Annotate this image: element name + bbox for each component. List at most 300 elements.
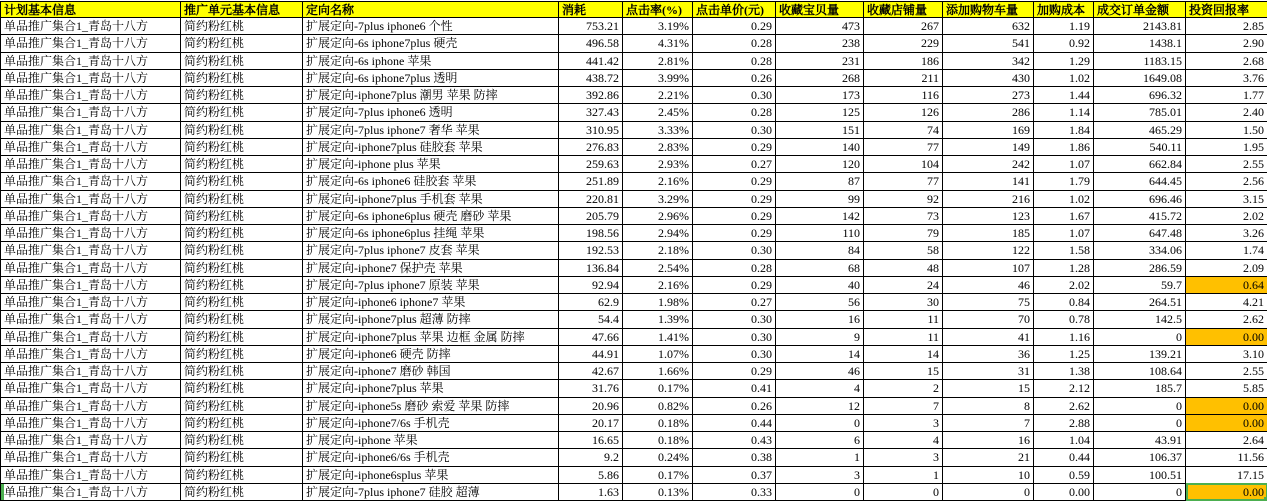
cell-plan[interactable]: 单品推广集合1_青岛十八方 bbox=[1, 466, 181, 483]
cell-ctr[interactable]: 1.07% bbox=[623, 345, 693, 362]
cell-unit[interactable]: 简约粉红桃 bbox=[181, 52, 303, 69]
cell-carts[interactable]: 273 bbox=[943, 87, 1034, 104]
cell-cart_cost[interactable]: 1.02 bbox=[1034, 190, 1094, 207]
cell-plan[interactable]: 单品推广集合1_青岛十八方 bbox=[1, 397, 181, 414]
cell-cpc[interactable]: 0.30 bbox=[693, 121, 776, 138]
cell-ctr[interactable]: 0.17% bbox=[623, 466, 693, 483]
cell-fav_items[interactable]: 142 bbox=[776, 207, 864, 224]
cell-unit[interactable]: 简约粉红桃 bbox=[181, 207, 303, 224]
cell-cpc[interactable]: 0.29 bbox=[693, 363, 776, 380]
cell-target[interactable]: 扩展定向-7plus iphone6 透明 bbox=[303, 104, 559, 121]
cell-cpc[interactable]: 0.28 bbox=[693, 52, 776, 69]
cell-fav_shops[interactable]: 77 bbox=[864, 173, 943, 190]
cell-unit[interactable]: 简约粉红桃 bbox=[181, 242, 303, 259]
cell-unit[interactable]: 简约粉红桃 bbox=[181, 138, 303, 155]
cell-ctr[interactable]: 0.17% bbox=[623, 380, 693, 397]
cell-order_amount[interactable]: 139.21 bbox=[1094, 345, 1186, 362]
cell-cpc[interactable]: 0.26 bbox=[693, 69, 776, 86]
cell-plan[interactable]: 单品推广集合1_青岛十八方 bbox=[1, 207, 181, 224]
cell-cpc[interactable]: 0.44 bbox=[693, 414, 776, 431]
cell-target[interactable]: 扩展定向-iphone7/6s 手机壳 bbox=[303, 414, 559, 431]
cell-fav_items[interactable]: 173 bbox=[776, 87, 864, 104]
cell-cart_cost[interactable]: 2.02 bbox=[1034, 276, 1094, 293]
cell-roi[interactable]: 1.74 bbox=[1186, 242, 1267, 259]
cell-cost[interactable]: 310.95 bbox=[559, 121, 623, 138]
cell-plan[interactable]: 单品推广集合1_青岛十八方 bbox=[1, 138, 181, 155]
cell-fav_shops[interactable]: 104 bbox=[864, 156, 943, 173]
cell-carts[interactable]: 141 bbox=[943, 173, 1034, 190]
cell-cpc[interactable]: 0.28 bbox=[693, 259, 776, 276]
cell-ctr[interactable]: 4.31% bbox=[623, 35, 693, 52]
cell-cart_cost[interactable]: 0.92 bbox=[1034, 35, 1094, 52]
cell-order_amount[interactable]: 0 bbox=[1094, 483, 1186, 500]
cell-roi[interactable]: 2.55 bbox=[1186, 156, 1267, 173]
cell-roi[interactable]: 1.50 bbox=[1186, 121, 1267, 138]
cell-target[interactable]: 扩展定向-iphone6/6s 手机壳 bbox=[303, 449, 559, 466]
cell-target[interactable]: 扩展定向-iphone7plus 硅胶套 苹果 bbox=[303, 138, 559, 155]
cell-order_amount[interactable]: 264.51 bbox=[1094, 294, 1186, 311]
cell-plan[interactable]: 单品推广集合1_青岛十八方 bbox=[1, 363, 181, 380]
cell-plan[interactable]: 单品推广集合1_青岛十八方 bbox=[1, 311, 181, 328]
header-cell-cpc[interactable]: 点击单价(元) bbox=[693, 2, 776, 18]
cell-carts[interactable]: 10 bbox=[943, 466, 1034, 483]
cell-target[interactable]: 扩展定向-6s iphone6plus 硬壳 磨砂 苹果 bbox=[303, 207, 559, 224]
cell-unit[interactable]: 简约粉红桃 bbox=[181, 363, 303, 380]
cell-roi[interactable]: 17.15 bbox=[1186, 466, 1267, 483]
cell-order_amount[interactable]: 100.51 bbox=[1094, 466, 1186, 483]
cell-cost[interactable]: 31.76 bbox=[559, 380, 623, 397]
cell-cart_cost[interactable]: 1.14 bbox=[1034, 104, 1094, 121]
header-cell-order_amount[interactable]: 成交订单金额 bbox=[1094, 2, 1186, 18]
cell-ctr[interactable]: 0.18% bbox=[623, 432, 693, 449]
cell-cost[interactable]: 753.21 bbox=[559, 18, 623, 35]
cell-cost[interactable]: 54.4 bbox=[559, 311, 623, 328]
cell-cart_cost[interactable]: 1.19 bbox=[1034, 18, 1094, 35]
cell-cart_cost[interactable]: 1.29 bbox=[1034, 52, 1094, 69]
cell-target[interactable]: 扩展定向-6s iphone7plus 硬壳 bbox=[303, 35, 559, 52]
cell-ctr[interactable]: 2.83% bbox=[623, 138, 693, 155]
cell-carts[interactable]: 31 bbox=[943, 363, 1034, 380]
cell-cost[interactable]: 251.89 bbox=[559, 173, 623, 190]
cell-roi[interactable]: 2.90 bbox=[1186, 35, 1267, 52]
cell-order_amount[interactable]: 0 bbox=[1094, 328, 1186, 345]
cell-plan[interactable]: 单品推广集合1_青岛十八方 bbox=[1, 242, 181, 259]
cell-carts[interactable]: 242 bbox=[943, 156, 1034, 173]
cell-order_amount[interactable]: 286.59 bbox=[1094, 259, 1186, 276]
cell-ctr[interactable]: 0.24% bbox=[623, 449, 693, 466]
selected-cell[interactable]: 0.00 bbox=[1186, 483, 1267, 500]
cell-fav_shops[interactable]: 15 bbox=[864, 363, 943, 380]
cell-plan[interactable]: 单品推广集合1_青岛十八方 bbox=[1, 449, 181, 466]
cell-fav_shops[interactable]: 126 bbox=[864, 104, 943, 121]
cell-cpc[interactable]: 0.30 bbox=[693, 242, 776, 259]
cell-fav_items[interactable]: 14 bbox=[776, 345, 864, 362]
cell-cart_cost[interactable]: 1.86 bbox=[1034, 138, 1094, 155]
cell-order_amount[interactable]: 185.7 bbox=[1094, 380, 1186, 397]
cell-target[interactable]: 扩展定向-7plus iphone7 原装 苹果 bbox=[303, 276, 559, 293]
cell-fav_items[interactable]: 140 bbox=[776, 138, 864, 155]
cell-ctr[interactable]: 1.39% bbox=[623, 311, 693, 328]
cell-cpc[interactable]: 0.27 bbox=[693, 294, 776, 311]
cell-cart_cost[interactable]: 1.38 bbox=[1034, 363, 1094, 380]
cell-ctr[interactable]: 2.21% bbox=[623, 87, 693, 104]
cell-ctr[interactable]: 2.94% bbox=[623, 225, 693, 242]
cell-cost[interactable]: 9.2 bbox=[559, 449, 623, 466]
cell-fav_items[interactable]: 0 bbox=[776, 414, 864, 431]
cell-cost[interactable]: 392.86 bbox=[559, 87, 623, 104]
cell-target[interactable]: 扩展定向-iphone 苹果 bbox=[303, 432, 559, 449]
cell-target[interactable]: 扩展定向-6s iphone6 硅胶套 苹果 bbox=[303, 173, 559, 190]
cell-order_amount[interactable]: 696.32 bbox=[1094, 87, 1186, 104]
cell-cpc[interactable]: 0.29 bbox=[693, 138, 776, 155]
cell-fav_items[interactable]: 238 bbox=[776, 35, 864, 52]
cell-cpc[interactable]: 0.30 bbox=[693, 328, 776, 345]
cell-carts[interactable]: 8 bbox=[943, 397, 1034, 414]
cell-order_amount[interactable]: 0 bbox=[1094, 397, 1186, 414]
cell-fav_items[interactable]: 9 bbox=[776, 328, 864, 345]
cell-roi[interactable]: 0.00 bbox=[1186, 414, 1267, 431]
cell-cart_cost[interactable]: 1.44 bbox=[1034, 87, 1094, 104]
cell-cpc[interactable]: 0.27 bbox=[693, 156, 776, 173]
cell-cost[interactable]: 205.79 bbox=[559, 207, 623, 224]
cell-fav_items[interactable]: 268 bbox=[776, 69, 864, 86]
cell-plan[interactable]: 单品推广集合1_青岛十八方 bbox=[1, 276, 181, 293]
cell-cpc[interactable]: 0.29 bbox=[693, 276, 776, 293]
cell-cost[interactable]: 92.94 bbox=[559, 276, 623, 293]
header-cell-target[interactable]: 定向名称 bbox=[303, 2, 559, 18]
cell-unit[interactable]: 简约粉红桃 bbox=[181, 18, 303, 35]
cell-cost[interactable]: 20.96 bbox=[559, 397, 623, 414]
cell-ctr[interactable]: 2.45% bbox=[623, 104, 693, 121]
cell-roi[interactable]: 5.85 bbox=[1186, 380, 1267, 397]
cell-roi[interactable]: 0.00 bbox=[1186, 328, 1267, 345]
cell-fav_shops[interactable]: 2 bbox=[864, 380, 943, 397]
header-cell-unit[interactable]: 推广单元基本信息 bbox=[181, 2, 303, 18]
cell-fav_items[interactable]: 68 bbox=[776, 259, 864, 276]
cell-target[interactable]: 扩展定向-iphone7 磨砂 韩国 bbox=[303, 363, 559, 380]
cell-cost[interactable]: 441.42 bbox=[559, 52, 623, 69]
cell-unit[interactable]: 简约粉红桃 bbox=[181, 397, 303, 414]
cell-fav_shops[interactable]: 24 bbox=[864, 276, 943, 293]
cell-order_amount[interactable]: 644.45 bbox=[1094, 173, 1186, 190]
cell-fav_shops[interactable]: 74 bbox=[864, 121, 943, 138]
cell-roi[interactable]: 2.40 bbox=[1186, 104, 1267, 121]
cell-ctr[interactable]: 2.18% bbox=[623, 242, 693, 259]
cell-cart_cost[interactable]: 1.04 bbox=[1034, 432, 1094, 449]
cell-fav_shops[interactable]: 92 bbox=[864, 190, 943, 207]
cell-cart_cost[interactable]: 1.58 bbox=[1034, 242, 1094, 259]
cell-plan[interactable]: 单品推广集合1_青岛十八方 bbox=[1, 483, 181, 500]
cell-carts[interactable]: 122 bbox=[943, 242, 1034, 259]
cell-fav_items[interactable]: 473 bbox=[776, 18, 864, 35]
cell-order_amount[interactable]: 334.06 bbox=[1094, 242, 1186, 259]
cell-ctr[interactable]: 0.18% bbox=[623, 414, 693, 431]
cell-unit[interactable]: 简约粉红桃 bbox=[181, 414, 303, 431]
cell-roi[interactable]: 3.15 bbox=[1186, 190, 1267, 207]
cell-cpc[interactable]: 0.29 bbox=[693, 18, 776, 35]
cell-target[interactable]: 扩展定向-iphone5s 磨砂 索爱 苹果 防摔 bbox=[303, 397, 559, 414]
cell-fav_items[interactable]: 99 bbox=[776, 190, 864, 207]
cell-cart_cost[interactable]: 2.12 bbox=[1034, 380, 1094, 397]
cell-order_amount[interactable]: 1649.08 bbox=[1094, 69, 1186, 86]
cell-target[interactable]: 扩展定向-7plus iphone7 奢华 苹果 bbox=[303, 121, 559, 138]
cell-fav_items[interactable]: 3 bbox=[776, 466, 864, 483]
cell-cpc[interactable]: 0.43 bbox=[693, 432, 776, 449]
cell-plan[interactable]: 单品推广集合1_青岛十八方 bbox=[1, 345, 181, 362]
cell-fav_shops[interactable]: 186 bbox=[864, 52, 943, 69]
cell-cart_cost[interactable]: 0.44 bbox=[1034, 449, 1094, 466]
cell-unit[interactable]: 简约粉红桃 bbox=[181, 190, 303, 207]
cell-ctr[interactable]: 0.13% bbox=[623, 483, 693, 500]
cell-ctr[interactable]: 0.82% bbox=[623, 397, 693, 414]
cell-fav_shops[interactable]: 11 bbox=[864, 328, 943, 345]
cell-fav_items[interactable]: 151 bbox=[776, 121, 864, 138]
cell-ctr[interactable]: 2.96% bbox=[623, 207, 693, 224]
cell-plan[interactable]: 单品推广集合1_青岛十八方 bbox=[1, 414, 181, 431]
cell-cart_cost[interactable]: 1.07 bbox=[1034, 225, 1094, 242]
cell-target[interactable]: 扩展定向-6s iphone 苹果 bbox=[303, 52, 559, 69]
cell-plan[interactable]: 单品推广集合1_青岛十八方 bbox=[1, 35, 181, 52]
cell-order_amount[interactable]: 59.7 bbox=[1094, 276, 1186, 293]
cell-ctr[interactable]: 2.16% bbox=[623, 276, 693, 293]
cell-target[interactable]: 扩展定向-iphone7plus 苹果 bbox=[303, 380, 559, 397]
cell-roi[interactable]: 2.09 bbox=[1186, 259, 1267, 276]
cell-fav_shops[interactable]: 0 bbox=[864, 483, 943, 500]
cell-ctr[interactable]: 2.93% bbox=[623, 156, 693, 173]
cell-cost[interactable]: 1.63 bbox=[559, 483, 623, 500]
cell-cpc[interactable]: 0.30 bbox=[693, 345, 776, 362]
cell-unit[interactable]: 简约粉红桃 bbox=[181, 35, 303, 52]
cell-roi[interactable]: 0.00 bbox=[1186, 397, 1267, 414]
cell-unit[interactable]: 简约粉红桃 bbox=[181, 121, 303, 138]
cell-fav_shops[interactable]: 79 bbox=[864, 225, 943, 242]
cell-unit[interactable]: 简约粉红桃 bbox=[181, 294, 303, 311]
cell-roi[interactable]: 2.56 bbox=[1186, 173, 1267, 190]
cell-cpc[interactable]: 0.29 bbox=[693, 225, 776, 242]
cell-plan[interactable]: 单品推广集合1_青岛十八方 bbox=[1, 225, 181, 242]
cell-cart_cost[interactable]: 1.07 bbox=[1034, 156, 1094, 173]
cell-unit[interactable]: 简约粉红桃 bbox=[181, 311, 303, 328]
cell-fav_shops[interactable]: 229 bbox=[864, 35, 943, 52]
cell-roi[interactable]: 2.02 bbox=[1186, 207, 1267, 224]
cell-carts[interactable]: 185 bbox=[943, 225, 1034, 242]
cell-carts[interactable]: 286 bbox=[943, 104, 1034, 121]
cell-cart_cost[interactable]: 0.84 bbox=[1034, 294, 1094, 311]
cell-roi[interactable]: 2.62 bbox=[1186, 311, 1267, 328]
cell-order_amount[interactable]: 647.48 bbox=[1094, 225, 1186, 242]
cell-order_amount[interactable]: 1438.1 bbox=[1094, 35, 1186, 52]
cell-target[interactable]: 扩展定向-6s iphone6plus 挂绳 苹果 bbox=[303, 225, 559, 242]
cell-cost[interactable]: 220.81 bbox=[559, 190, 623, 207]
cell-ctr[interactable]: 3.29% bbox=[623, 190, 693, 207]
cell-cost[interactable]: 259.63 bbox=[559, 156, 623, 173]
cell-carts[interactable]: 632 bbox=[943, 18, 1034, 35]
cell-target[interactable]: 扩展定向-iphone7plus 超薄 防摔 bbox=[303, 311, 559, 328]
cell-target[interactable]: 扩展定向-7plus iphone7 皮套 苹果 bbox=[303, 242, 559, 259]
cell-fav_items[interactable]: 231 bbox=[776, 52, 864, 69]
cell-cart_cost[interactable]: 1.84 bbox=[1034, 121, 1094, 138]
cell-ctr[interactable]: 3.33% bbox=[623, 121, 693, 138]
cell-unit[interactable]: 简约粉红桃 bbox=[181, 483, 303, 500]
cell-cost[interactable]: 47.66 bbox=[559, 328, 623, 345]
cell-cpc[interactable]: 0.30 bbox=[693, 311, 776, 328]
cell-plan[interactable]: 单品推广集合1_青岛十八方 bbox=[1, 156, 181, 173]
cell-ctr[interactable]: 3.19% bbox=[623, 18, 693, 35]
cell-unit[interactable]: 简约粉红桃 bbox=[181, 87, 303, 104]
cell-ctr[interactable]: 1.98% bbox=[623, 294, 693, 311]
cell-target[interactable]: 扩展定向-7plus iphone6 个性 bbox=[303, 18, 559, 35]
cell-cart_cost[interactable]: 0.78 bbox=[1034, 311, 1094, 328]
cell-ctr[interactable]: 2.54% bbox=[623, 259, 693, 276]
cell-unit[interactable]: 简约粉红桃 bbox=[181, 466, 303, 483]
cell-order_amount[interactable]: 415.72 bbox=[1094, 207, 1186, 224]
cell-cost[interactable]: 16.65 bbox=[559, 432, 623, 449]
cell-fav_items[interactable]: 56 bbox=[776, 294, 864, 311]
cell-unit[interactable]: 简约粉红桃 bbox=[181, 449, 303, 466]
cell-plan[interactable]: 单品推广集合1_青岛十八方 bbox=[1, 18, 181, 35]
cell-roi[interactable]: 3.76 bbox=[1186, 69, 1267, 86]
cell-fav_items[interactable]: 84 bbox=[776, 242, 864, 259]
cell-target[interactable]: 扩展定向-iphone6 iphone7 苹果 bbox=[303, 294, 559, 311]
cell-fav_shops[interactable]: 58 bbox=[864, 242, 943, 259]
cell-roi[interactable]: 2.55 bbox=[1186, 363, 1267, 380]
cell-target[interactable]: 扩展定向-6s iphone7plus 透明 bbox=[303, 69, 559, 86]
cell-unit[interactable]: 简约粉红桃 bbox=[181, 104, 303, 121]
cell-carts[interactable]: 149 bbox=[943, 138, 1034, 155]
cell-unit[interactable]: 简约粉红桃 bbox=[181, 225, 303, 242]
cell-roi[interactable]: 1.95 bbox=[1186, 138, 1267, 155]
cell-cpc[interactable]: 0.29 bbox=[693, 173, 776, 190]
cell-cost[interactable]: 198.56 bbox=[559, 225, 623, 242]
cell-roi[interactable]: 3.10 bbox=[1186, 345, 1267, 362]
cell-target[interactable]: 扩展定向-iphone6 硬壳 防摔 bbox=[303, 345, 559, 362]
cell-fav_items[interactable]: 1 bbox=[776, 449, 864, 466]
cell-target[interactable]: 扩展定向-iphone7plus 苹果 边框 金属 防摔 bbox=[303, 328, 559, 345]
cell-plan[interactable]: 单品推广集合1_青岛十八方 bbox=[1, 259, 181, 276]
cell-fav_shops[interactable]: 116 bbox=[864, 87, 943, 104]
cell-cart_cost[interactable]: 1.28 bbox=[1034, 259, 1094, 276]
cell-order_amount[interactable]: 142.5 bbox=[1094, 311, 1186, 328]
cell-unit[interactable]: 简约粉红桃 bbox=[181, 259, 303, 276]
cell-carts[interactable]: 123 bbox=[943, 207, 1034, 224]
cell-order_amount[interactable]: 43.91 bbox=[1094, 432, 1186, 449]
cell-plan[interactable]: 单品推广集合1_青岛十八方 bbox=[1, 69, 181, 86]
cell-plan[interactable]: 单品推广集合1_青岛十八方 bbox=[1, 121, 181, 138]
header-cell-carts[interactable]: 添加购物车量 bbox=[943, 2, 1034, 18]
cell-target[interactable]: 扩展定向-iphone7plus 潮男 苹果 防摔 bbox=[303, 87, 559, 104]
cell-cost[interactable]: 44.91 bbox=[559, 345, 623, 362]
cell-unit[interactable]: 简约粉红桃 bbox=[181, 328, 303, 345]
cell-plan[interactable]: 单品推广集合1_青岛十八方 bbox=[1, 52, 181, 69]
cell-carts[interactable]: 41 bbox=[943, 328, 1034, 345]
cell-plan[interactable]: 单品推广集合1_青岛十八方 bbox=[1, 294, 181, 311]
header-cell-plan[interactable]: 计划基本信息 bbox=[1, 2, 181, 18]
cell-target[interactable]: 扩展定向-iphone plus 苹果 bbox=[303, 156, 559, 173]
cell-order_amount[interactable]: 696.46 bbox=[1094, 190, 1186, 207]
cell-ctr[interactable]: 1.66% bbox=[623, 363, 693, 380]
cell-unit[interactable]: 简约粉红桃 bbox=[181, 173, 303, 190]
cell-cart_cost[interactable]: 1.02 bbox=[1034, 69, 1094, 86]
cell-order_amount[interactable]: 465.29 bbox=[1094, 121, 1186, 138]
cell-carts[interactable]: 430 bbox=[943, 69, 1034, 86]
cell-cost[interactable]: 20.17 bbox=[559, 414, 623, 431]
cell-cpc[interactable]: 0.26 bbox=[693, 397, 776, 414]
cell-carts[interactable]: 169 bbox=[943, 121, 1034, 138]
cell-cpc[interactable]: 0.33 bbox=[693, 483, 776, 500]
header-cell-cost[interactable]: 消耗 bbox=[559, 2, 623, 18]
cell-fav_items[interactable]: 0 bbox=[776, 483, 864, 500]
cell-cost[interactable]: 192.53 bbox=[559, 242, 623, 259]
cell-order_amount[interactable]: 540.11 bbox=[1094, 138, 1186, 155]
cell-target[interactable]: 扩展定向-7plus iphone7 硅胶 超薄 bbox=[303, 483, 559, 500]
cell-carts[interactable]: 0 bbox=[943, 483, 1034, 500]
cell-fav_items[interactable]: 6 bbox=[776, 432, 864, 449]
cell-fav_shops[interactable]: 11 bbox=[864, 311, 943, 328]
cell-cpc[interactable]: 0.38 bbox=[693, 449, 776, 466]
cell-cost[interactable]: 327.43 bbox=[559, 104, 623, 121]
cell-order_amount[interactable]: 2143.81 bbox=[1094, 18, 1186, 35]
header-cell-roi[interactable]: 投资回报率 bbox=[1186, 2, 1267, 18]
cell-plan[interactable]: 单品推广集合1_青岛十八方 bbox=[1, 87, 181, 104]
cell-fav_shops[interactable]: 3 bbox=[864, 449, 943, 466]
cell-ctr[interactable]: 2.81% bbox=[623, 52, 693, 69]
cell-cost[interactable]: 276.83 bbox=[559, 138, 623, 155]
cell-cpc[interactable]: 0.29 bbox=[693, 207, 776, 224]
cell-unit[interactable]: 简约粉红桃 bbox=[181, 156, 303, 173]
cell-fav_shops[interactable]: 3 bbox=[864, 414, 943, 431]
cell-cost[interactable]: 136.84 bbox=[559, 259, 623, 276]
cell-plan[interactable]: 单品推广集合1_青岛十八方 bbox=[1, 190, 181, 207]
cell-cost[interactable]: 5.86 bbox=[559, 466, 623, 483]
cell-plan[interactable]: 单品推广集合1_青岛十八方 bbox=[1, 104, 181, 121]
header-cell-fav_items[interactable]: 收藏宝贝量 bbox=[776, 2, 864, 18]
cell-order_amount[interactable]: 0 bbox=[1094, 414, 1186, 431]
cell-fav_shops[interactable]: 1 bbox=[864, 466, 943, 483]
cell-carts[interactable]: 46 bbox=[943, 276, 1034, 293]
cell-fav_shops[interactable]: 48 bbox=[864, 259, 943, 276]
cell-cart_cost[interactable]: 0.00 bbox=[1034, 483, 1094, 500]
cell-cart_cost[interactable]: 1.25 bbox=[1034, 345, 1094, 362]
cell-fav_shops[interactable]: 211 bbox=[864, 69, 943, 86]
cell-fav_shops[interactable]: 267 bbox=[864, 18, 943, 35]
cell-cpc[interactable]: 0.30 bbox=[693, 87, 776, 104]
cell-cart_cost[interactable]: 1.79 bbox=[1034, 173, 1094, 190]
cell-cpc[interactable]: 0.29 bbox=[693, 190, 776, 207]
cell-cpc[interactable]: 0.41 bbox=[693, 380, 776, 397]
cell-cpc[interactable]: 0.28 bbox=[693, 104, 776, 121]
cell-carts[interactable]: 7 bbox=[943, 414, 1034, 431]
cell-plan[interactable]: 单品推广集合1_青岛十八方 bbox=[1, 328, 181, 345]
header-cell-ctr[interactable]: 点击率(%) bbox=[623, 2, 693, 18]
cell-fav_items[interactable]: 12 bbox=[776, 397, 864, 414]
cell-ctr[interactable]: 2.16% bbox=[623, 173, 693, 190]
cell-order_amount[interactable]: 1183.15 bbox=[1094, 52, 1186, 69]
cell-roi[interactable]: 4.21 bbox=[1186, 294, 1267, 311]
cell-fav_shops[interactable]: 77 bbox=[864, 138, 943, 155]
cell-fav_items[interactable]: 40 bbox=[776, 276, 864, 293]
cell-order_amount[interactable]: 108.64 bbox=[1094, 363, 1186, 380]
cell-order_amount[interactable]: 662.84 bbox=[1094, 156, 1186, 173]
cell-fav_shops[interactable]: 73 bbox=[864, 207, 943, 224]
cell-roi[interactable]: 0.64 bbox=[1186, 276, 1267, 293]
cell-carts[interactable]: 541 bbox=[943, 35, 1034, 52]
cell-roi[interactable]: 1.77 bbox=[1186, 87, 1267, 104]
header-cell-fav_shops[interactable]: 收藏店铺量 bbox=[864, 2, 943, 18]
cell-plan[interactable]: 单品推广集合1_青岛十八方 bbox=[1, 380, 181, 397]
cell-unit[interactable]: 简约粉红桃 bbox=[181, 69, 303, 86]
cell-cart_cost[interactable]: 2.88 bbox=[1034, 414, 1094, 431]
cell-cost[interactable]: 62.9 bbox=[559, 294, 623, 311]
